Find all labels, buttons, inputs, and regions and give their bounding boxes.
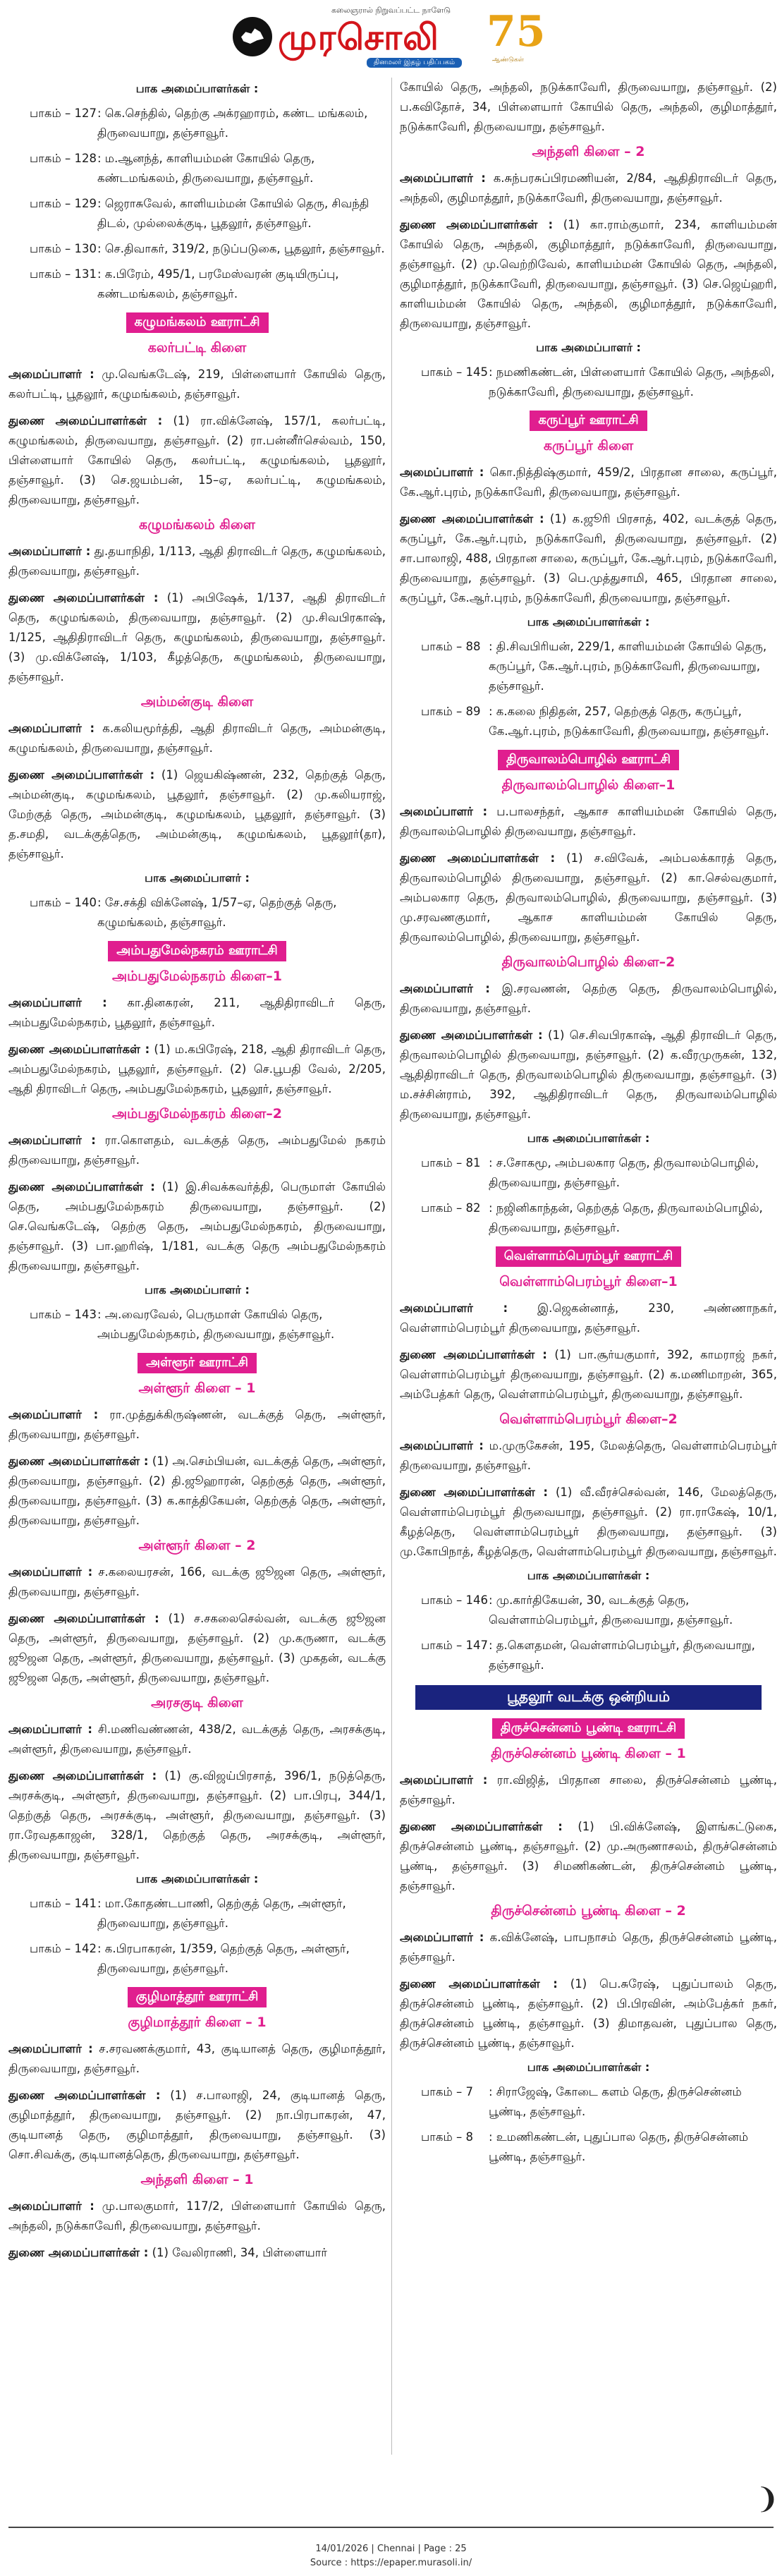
branch-heading: திருவாலம்பொழில் கிளை–1	[501, 777, 676, 793]
booth-entry	[8, 239, 386, 259]
branch-heading: அந்தளி கிளை – 2	[532, 144, 645, 159]
organizer-details: (1) பி.விக்னேஷ், இளங்கட்டுகை, திருச்சென்னம் பூண்டி, தஞ்சாவூர். (2) மு.அருணாசலம், திருச்சென்னம் பூண்டி, தஞ்சாவூர். (3) சிமணிகண்டன், திருச்சென்னம் பூண்டி, தஞ்சாவூர்.	[400, 1820, 777, 1892]
branch-heading: கருப்பூர் கிளை	[543, 438, 634, 454]
footer-source: Source : https://epaper.murasoli.in/	[310, 2558, 472, 2568]
role-label: அமைப்பாளர் :	[8, 722, 95, 735]
role-label: அமைப்பாளர் :	[400, 1931, 484, 1944]
organizer-details: (1) ச.விவேக், அம்பலக்காரத் தெரு, திருவாலம்பொழில் திருவையாறு, தஞ்சாவூர். (2) கா.செல்வகுமார், அம்பலகார தெரு, திருவாலம்பொழில், திருவையாறு, தஞ்சாவூர். (3) மு.சரவணகுமார், ஆகாச காளியம்மன் கோயில் தெரு, திருவாலம்பொழில், திருவையாறு, தஞ்சாவூர்.	[400, 851, 777, 944]
organizer-details: ரா.முத்துக்கிருஷ்ணன், வடக்குத் தெரு, அள்ளூர், திருவையாறு, தஞ்சாவூர்.	[8, 1408, 386, 1441]
booth-number: பாகம் – 82	[421, 1201, 481, 1215]
organizer-paragraph	[400, 802, 777, 842]
role-label: அமைப்பாளர் :	[8, 545, 91, 558]
booth-entry	[400, 1153, 777, 1193]
branch-heading: குழிமாத்தூர் கிளை – 1	[128, 2015, 267, 2030]
organizer-details: ரா.கொளதம், வடக்குத் தெரு, அம்பதுமேல் நகரம் திருவையாறு, தஞ்சாவூர்.	[8, 1134, 386, 1167]
organizer-details: (1) வீ.வீரச்செல்வன், 146, மேலத்தெரு, வெள்ளாம்பெரம்பூர் திருவையாறு, தஞ்சாவூர். (2) ரா.ராகேஷ், 10/1, கீழத்தெரு, வெள்ளாம்பெரம்பூர் திருவையாறு, தஞ்சாவூர். (3) மு.கோபிநாத், கீழத்தெரு, வெள்ளாம்பெரம்பூர் திருவையாறு, தஞ்சாவூர்.	[400, 1486, 777, 1558]
branch-heading: திருச்சென்னம் பூண்டி கிளை – 1	[491, 1746, 686, 1761]
organizer-details: ச.சரவணக்குமார், 43, குடியானத் தெரு, குழிமாத்தூர், திருவையாறு, தஞ்சாவூர்.	[8, 2042, 386, 2075]
organizer-paragraph	[400, 509, 777, 608]
organizer-paragraph	[400, 849, 777, 947]
role-label: துணை அமைப்பாளர்கள் :	[8, 1612, 159, 1625]
organizer-details: (1) கு.விஜய்பிரசாத், 396/1, நடுத்தெரு, அரசக்குடி, அள்ளூர், திருவையாறு, தஞ்சாவூர். (2) பா.பிரபு, 344/1, தெற்குத் தெரு, அரசக்குடி, அள்ளூர், திருவையாறு, தஞ்சாவூர். (3) ரா.ரேவதகாஜன், 328/1, தெற்குத் தெரு, அரசக்குடி, அள்ளூர், திருவையாறு, தஞ்சாவூர்.	[8, 1769, 386, 1861]
organizer-paragraph	[400, 1974, 777, 2053]
organizer-paragraph	[400, 215, 777, 334]
panchayat-banner: குழிமாத்தூர் ஊராட்சி	[128, 1987, 267, 2007]
role-label: அமைப்பாளர் :	[400, 1773, 488, 1787]
column-divider	[391, 78, 392, 2455]
branch-heading: அம்மன்குடி கிளை	[140, 694, 254, 710]
booth-organizer: : மு.கார்திகேயன், 30, வடக்குத் தெரு, வெள்ளாம்பெரம்பூர், திருவையாறு, தஞ்சாவூர்.	[489, 1593, 733, 1627]
masthead-tagline: கலைஞரால் நிறுவப்பட்ட நாளேடு	[331, 6, 451, 15]
organizer-paragraph	[400, 1928, 777, 1967]
branch-heading: திருச்சென்னம் பூண்டி கிளை – 2	[491, 1903, 686, 1919]
organizer-paragraph	[8, 719, 386, 758]
role-label: அமைப்பாளர் :	[8, 1134, 96, 1147]
role-label: துணை அமைப்பாளர்கள் :	[400, 1820, 563, 1833]
organizer-paragraph	[400, 78, 777, 137]
booth-organizer: : க.பிரேம், 495/1, பரமேஸ்வரன் குடியிருப்பு, கண்டமங்கலம், தஞ்சாவூர்.	[97, 267, 339, 300]
section-label: பாக அமைப்பாளர்கள் :	[527, 1569, 650, 1582]
organizer-paragraph	[8, 2086, 386, 2165]
role-label: துணை அமைப்பாளர்கள் :	[400, 218, 554, 231]
organizer-details: (1) இ.சிவக்கவர்த்தி, பெருமாள் கோயில் தெரு, அம்பதுமேல்நகரம் திருவையாறு, தஞ்சாவூர். (2) செ.வெங்கடேஷ், தெற்கு தெரு, அம்பதுமேல்நகரம், திருவையாறு, தஞ்சாவூர். (3) பா.ஹரிஷ், 1/181, வடக்கு தெரு அம்பதுமேல்நகரம் திருவையாறு, தஞ்சாவூர்.	[8, 1180, 386, 1272]
role-label: துணை அமைப்பாளர்கள் :	[400, 512, 544, 525]
panchayat-banner: அள்ளூர் ஊராட்சி	[138, 1353, 257, 1373]
organizer-paragraph	[400, 979, 777, 1019]
organizer-details: (1) பெ.சுரேஷ், புதுப்பாலம் தெரு, திருச்சென்னம் பூண்டி, தஞ்சாவூர். (2) பி.பிரவின், அம்பேத்கர் நகர், திருச்சென்னம் பூண்டி, தஞ்சாவூர். (3) திமாதவன், புதுப்பால தெரு, திருச்சென்னம் பூண்டி, தஞ்சாவூர்.	[400, 1977, 777, 2050]
role-label: துணை அமைப்பாளர்கள் :	[8, 1454, 149, 1468]
booth-organizer: : அ.வைரவேல், பெருமாள் கோயில் தெரு, அம்பதுமேல்நகரம், திருவையாறு, தஞ்சாவூர்.	[97, 1308, 335, 1341]
organizer-details: ப.பாலசந்தர், ஆகாச காளியம்மன் கோயில் தெரு, திருவாலம்பொழில் திருவையாறு, தஞ்சாவூர்.	[400, 805, 777, 838]
organizer-paragraph	[400, 1026, 777, 1124]
organizer-paragraph	[8, 1452, 386, 1531]
booth-number: பாகம் – 131	[30, 267, 97, 281]
booth-number: பாகம் – 143	[30, 1308, 97, 1321]
role-label: அமைப்பாளர் :	[400, 171, 486, 185]
organizer-paragraph	[8, 765, 386, 864]
branch-heading: அம்பதுமேல்நகரம் கிளை–1	[111, 968, 283, 984]
booth-number: பாகம் – 146	[421, 1593, 488, 1607]
branch-heading: திருவாலம்பொழில் கிளை–2	[501, 954, 676, 970]
organizer-details: (1) பா.சூர்யகுமார், 392, காமராஜ் நகர், வெள்ளாம்பெரம்பூர் திருவையாறு, தஞ்சாவூர். (2) க.மணிமாறன், 365, அம்பேத்கர் தெரு, வெள்ளாம்பெரம்பூர், திருவையாறு, தஞ்சாவூர்.	[400, 1348, 777, 1401]
organizer-details: சி.மணிவண்ணன், 438/2, வடக்குத் தெரு, அரசக்குடி, அள்ளூர், திருவையாறு, தஞ்சாவூர்.	[8, 1723, 386, 1756]
masthead	[0, 0, 782, 73]
organizer-details: இ.ஜெகன்னாத், 230, அண்ணாநகர், வெள்ளாம்பெரம்பூர் திருவையாறு, தஞ்சாவூர்.	[400, 1301, 777, 1335]
section-label: பாக அமைப்பாளர் :	[145, 871, 250, 885]
page-footer	[0, 2542, 782, 2570]
role-label: அமைப்பாளர் :	[8, 1723, 92, 1736]
organizer-paragraph	[8, 1562, 386, 1602]
booth-entry	[8, 1894, 386, 1933]
organizer-paragraph	[8, 2197, 386, 2236]
booth-entry	[400, 363, 777, 402]
anniversary-sub: ஆண்டுகள்	[492, 56, 524, 63]
role-label: அமைப்பாளர் :	[8, 1565, 93, 1579]
organizer-details: க.சுந்பரசுப்பிரமணியன், 2/84, ஆதிதிராவிடர் தெரு, அந்தலி, குழிமாத்தூர், நடுக்காவேரி, திருவையாறு, தஞ்சாவூர்.	[400, 171, 777, 205]
organizer-details: ச.கலையரசன், 166, வடக்கு ஜூஜன தெரு, அள்ளூர், திருவையாறு, தஞ்சாவூர்.	[8, 1565, 386, 1598]
organizer-details: (1) செ.சிவபிரகாஷ், ஆதி திராவிடர் தெரு, திருவாலம்பொழில் திருவையாறு, தஞ்சாவூர். (2) க.வீரமுருகன், 132, ஆதிதிராவிடர் தெரு, திருவாலம்பொழில் திருவையாறு, தஞ்சாவூர். (3) ம.சச்சின்ராம், 392, ஆதிதிராவிடர் தெரு, திருவாலம்பொழில் திருவையாறு, தஞ்சாவூர்.	[400, 1028, 777, 1121]
organizer-paragraph	[8, 1766, 386, 1865]
organizer-details: (1) க.ஜூரி பிரசாத், 402, வடக்குத் தெரு, கருப்பூர், கே.ஆர்.புரம், நடுக்காவேரி, திருவையாறு, தஞ்சாவூர். (2) சா.பாலாஜி, 488, பிரதான சாலை, கருப்பூர், கே.ஆர்.புரம், நடுக்காவேரி, திருவையாறு, தஞ்சாவூர். (3) பெ.முத்துசாமி, 465, பிரதான சாலை, கருப்பூர், கே.ஆர்.புரம், நடுக்காவேரி, திருவையாறு, தஞ்சாவூர்.	[400, 512, 777, 604]
branch-heading: அள்ளூர் கிளை – 2	[138, 1538, 256, 1553]
role-label: அமைப்பாளர் :	[8, 2042, 93, 2055]
booth-number: பாகம் – 127	[30, 107, 97, 120]
booth-organizer: : நமணிகண்டன், பிள்ளையார் கோயில் தெரு, அந்தலி, நடுக்காவேரி, திருவையாறு, தஞ்சாவூர்.	[489, 365, 775, 399]
role-label: துணை அமைப்பாளர்கள் :	[400, 851, 556, 865]
organizer-paragraph	[8, 2243, 386, 2263]
role-label: அமைப்பாளர் :	[400, 982, 490, 995]
booth-organizer: : நஜினிகாந்தன், தெற்குத் தெரு, திருவாலம்பொழில், திருவையாறு, தஞ்சாவூர்.	[489, 1201, 763, 1234]
role-label: துணை அமைப்பாளர்கள் :	[8, 2089, 161, 2102]
role-label: அமைப்பாளர் :	[400, 805, 488, 818]
booth-organizer: : சே.சக்தி விக்னேஷ், 1/57–ஏ, தெற்குத் தெரு, கழுமங்கலம், தஞ்சாவூர்.	[97, 896, 337, 929]
booth-number: பாகம் – 89	[421, 705, 481, 718]
booth-entry	[400, 637, 777, 696]
booth-number: பாகம் – 147	[421, 1639, 488, 1652]
organizer-details: (1) ஜெயகிஷ்ணன், 232, தெற்குத் தெரு, அம்மன்குடி, கழுமங்கலம், பூதலூர், தஞ்சாவூர். (2) மு.கலியராஜ், மேற்குத் தெரு, அம்மன்குடி, கழுமங்கலம், பூதலூர், தஞ்சாவூர். (3) த.சமதி, வடக்குத்தெரு, அம்மன்குடி, கழுமங்கலம், பூதலூர்(தா), தஞ்சாவூர்.	[8, 768, 386, 861]
booth-organizer: : சிராஜேஷ், கோடை களம் தெரு, திருச்சென்னம் பூண்டி, தஞ்சாவூர்.	[489, 2085, 742, 2118]
booth-organizer: : மா.கோதண்டபாணி, தெற்குத் தெரு, அள்ளூர், திருவையாறு, தஞ்சாவூர்.	[97, 1897, 346, 1930]
booth-organizer: : க.கலை நிதிதன், 257, தெற்குத் தெரு, கருப்பூர், கே.ஆர்.புரம், நடுக்காவேரி, திருவையாறு, தஞ்சாவூர்.	[489, 705, 769, 738]
booth-entry	[8, 149, 386, 188]
organizer-details: ரா.விஜித், பிரதான சாலை, திருச்சென்னம் பூண்டி, தஞ்சாவூர்.	[400, 1773, 777, 1806]
booth-number: பாகம் – 128	[30, 152, 97, 165]
organizer-details: ம.முருகேசன், 195, மேலத்தெரு, வெள்ளாம்பெரம்பூர் திருவையாறு, தஞ்சாவூர்.	[400, 1439, 778, 1472]
organizer-details: (1) ரா.விக்னேஷ், 157/1, கலர்பட்டி, கழுமங்கலம், திருவையாறு, தஞ்சாவூர். (2) ரா.பன்னீர்செல்வம், 150, பிள்ளையார் கோயில் தெரு, கலர்பட்டி, கழுமங்கலம், பூதலூர், தஞ்சாவூர். (3) செ.ஜயம்பன், 15–ஏ, கலர்பட்டி, கழுமங்கலம், திருவையாறு, தஞ்சாவூர்.	[8, 414, 386, 506]
booth-entry	[400, 2127, 777, 2167]
organizer-paragraph	[400, 169, 777, 208]
organizer-paragraph	[400, 1345, 777, 1404]
role-label: துணை அமைப்பாளர்கள் :	[400, 1977, 558, 1991]
booth-organizer: : ச.சோகமூ, அம்பலகார தெரு, திருவாலம்பொழில், திருவையாறு, தஞ்சாவூர்.	[489, 1156, 759, 1189]
organizer-paragraph	[400, 463, 777, 502]
section-label: பாக அமைப்பாளர்கள் :	[527, 1131, 650, 1145]
organizer-details: கோயில் தெரு, அந்தலி, நடுக்காவேரி, திருவையாறு, தஞ்சாவூர். (2) ப.கவிதோச், 34, பிள்ளையார் கோயில் தெரு, அந்தலி, குழிமாத்தூர், நடுக்காவேரி, திருவையாறு, தஞ்சாவூர்.	[400, 80, 777, 133]
booth-organizer: : ஜெராசுவேல், காளியம்மன் கோயில் தெரு, சிவந்தி திடல், முல்லைக்குடி, பூதலூர், தஞ்சாவூர்.	[97, 197, 369, 230]
booth-entry	[400, 2082, 777, 2122]
booth-number: பாகம் – 129	[30, 197, 97, 210]
role-label: துணை அமைப்பாளர்கள் :	[8, 414, 163, 427]
organizer-details: (1) வேலிராணி, 34, பிள்ளையார்	[148, 2246, 328, 2259]
branch-heading: அந்தளி கிளை – 1	[140, 2172, 254, 2187]
footer-rule	[8, 2527, 774, 2528]
role-label: துணை அமைப்பாளர்கள் :	[400, 1348, 547, 1361]
branch-heading: கழுமங்கலம் கிளை	[139, 517, 255, 533]
role-label: துணை அமைப்பாளர்கள் :	[400, 1486, 548, 1499]
masthead-logo	[233, 7, 571, 71]
organizer-details: க.விக்னேஷ், பாபநாசம் தெரு, திருச்சென்னம் பூண்டி, தஞ்சாவூர்.	[400, 1931, 777, 1964]
role-label: அமைப்பாளர் :	[8, 996, 107, 1009]
panchayat-banner: திருவாலம்பொழில் ஊராட்சி	[498, 750, 679, 770]
organizer-details: (1) ச.பாலாஜி, 24, குடியானத் தெரு, குழிமாத்தூர், திருவையாறு, தஞ்சாவூர். (2) நா.பிரபாகரன், 47, குடியானத் தெரு, குழிமாத்தூர், திருவையாறு, தஞ்சாவூர். (3) சொ.சிவக்கு, குடியானத்தெரு, திருவையாறு, தஞ்சாவூர்.	[8, 2089, 386, 2161]
panchayat-banner: கருப்பூர் ஊராட்சி	[530, 411, 647, 431]
organizer-paragraph	[400, 1483, 777, 1562]
footer-date-edition: 14/01/2026 | Chennai | Page : 25	[315, 2544, 467, 2554]
organizer-paragraph	[400, 1770, 777, 1810]
section-label: பாக அமைப்பாளர்கள் :	[527, 615, 650, 628]
organizer-paragraph	[8, 1720, 386, 1759]
organizer-paragraph	[8, 1405, 386, 1445]
booth-organizer: : கெ.செந்தில், தெற்கு அக்ரஹாரம், கண்ட மங்கலம், திருவையாறு, தஞ்சாவூர்.	[97, 107, 368, 140]
right-column	[400, 78, 777, 2173]
organizer-paragraph	[8, 1040, 386, 1099]
role-label: துணை அமைப்பாளர்கள் :	[8, 1043, 150, 1056]
anniversary-logo: 75	[487, 7, 546, 56]
role-label: அமைப்பாளர் :	[8, 1408, 99, 1421]
booth-number: பாகம் – 145	[421, 365, 488, 379]
branch-heading: வெள்ளாம்பெரம்பூர் கிளை–1	[499, 1274, 678, 1289]
role-label: துணை அமைப்பாளர்கள் :	[8, 2246, 149, 2259]
booth-entry	[8, 104, 386, 143]
organizer-paragraph	[400, 1299, 777, 1338]
booth-number: பாகம் – 88	[421, 640, 481, 653]
booth-entry	[8, 265, 386, 304]
left-column	[8, 78, 386, 2270]
organizer-paragraph	[400, 1817, 777, 1896]
branch-heading: கலர்பட்டி கிளை	[147, 340, 247, 356]
branch-heading: அரசகுடி கிளை	[151, 1695, 243, 1711]
booth-organizer: : தி.சிவபிரியன், 229/1, காளியம்மன் கோயில் தெரு, கருப்பூர், கே.ஆர்.புரம், நடுக்காவேரி, திருவையாறு, தஞ்சாவூர்.	[489, 640, 767, 693]
booth-organizer: : த.கௌதமன், வெள்ளாம்பெரம்பூர், திருவையாறு, தஞ்சாவூர்.	[489, 1639, 755, 1672]
role-label: அமைப்பாளர் :	[400, 1439, 484, 1452]
booth-number: பாகம் – 8	[421, 2130, 473, 2144]
rising-sun-emblem-icon	[233, 17, 272, 56]
organizer-paragraph	[8, 1177, 386, 1276]
organizer-details: (1) ம.கபிரேஷ், 218, ஆதி திராவிடர் தெரு, அம்பதுமேல்நகரம், பூதலூர், தஞ்சாவூர். (2) செ.பூபதி வேல், 2/205, ஆதி திராவிடர் தெரு, அம்பதுமேல்நகரம், பூதலூர், தஞ்சாவூர்.	[8, 1043, 386, 1095]
organizer-details: இ.சரவணன், தெற்கு தெரு, திருவாலம்பொழில், திருவையாறு, தஞ்சாவூர்.	[400, 982, 777, 1015]
panchayat-banner: திருச்சென்னம் பூண்டி ஊராட்சி	[492, 1718, 685, 1739]
role-label: துணை அமைப்பாளர்கள் :	[8, 768, 155, 782]
panchayat-banner: அம்பதுமேல்நகரம் ஊராட்சி	[108, 941, 286, 961]
organizer-paragraph	[8, 993, 386, 1033]
branch-heading: வெள்ளாம்பெரம்பூர் கிளை–2	[499, 1411, 678, 1427]
organizer-details: (1) ச.சகலைசெல்வன், வடக்கு ஜூஜன தெரு, அள்ளூர், திருவையாறு, தஞ்சாவூர். (2) மு.கருணா, வடக்கு ஜூஜன தெரு, அள்ளூர், திருவையாறு, தஞ்சாவூர். (3) முகதன், வடக்கு ஜூஜன தெரு, அள்ளூர், திருவையாறு, தஞ்சாவூர்.	[8, 1612, 386, 1684]
organizer-details: கா.தினகரன், 211, ஆதிதிராவிடர் தெரு, அம்பதுமேல்நகரம், பூதலூர், தஞ்சாவூர்.	[8, 996, 386, 1029]
booth-entry	[400, 1198, 777, 1238]
organizer-details: மு.வெங்கடேஷ், 219, பிள்ளையார் கோயில் தெரு, கலர்பட்டி, பூதலூர், கழுமங்கலம், தஞ்சாவூர்.	[8, 367, 386, 401]
booth-number: பாகம் – 7	[421, 2085, 473, 2098]
booth-entry	[400, 702, 777, 741]
section-label: பாக அமைப்பாளர்கள் :	[135, 1872, 259, 1885]
organizer-paragraph	[400, 1436, 777, 1476]
role-label: அமைப்பாளர் :	[400, 466, 484, 479]
booth-organizer: : உமணிகண்டன், புதுப்பால தெரு, திருச்சென்னம் பூண்டி, தஞ்சாவூர்.	[489, 2130, 749, 2163]
booth-organizer: : ம.ஆனந்த், காளியம்மன் கோயில் தெரு, கண்டமங்கலம், திருவையாறு, தஞ்சாவூர்.	[97, 152, 315, 185]
organizer-paragraph	[8, 2039, 386, 2079]
organizer-details: மு.பாலகுமார், 117/2, பிள்ளையார் கோயில் தெரு, அந்தலி, நடுக்காவேரி, திருவையாறு, தஞ்சாவூர்.	[8, 2199, 386, 2232]
role-label: துணை அமைப்பாளர்கள் :	[400, 1028, 543, 1042]
organizer-details: கொ.நித்திஷ்குமார், 459/2, பிரதான சாலை, கருப்பூர், கே.ஆர்.புரம், நடுக்காவேரி, திருவையாறு, தஞ்சாவூர்.	[400, 466, 777, 499]
booth-number: பாகம் – 81	[421, 1156, 481, 1169]
organizer-details: (1) கா.ராம்குமார், 234, காளியம்மன் கோயில் தெரு, அந்தலி, குழிமாத்தூர், நடுக்காவேரி, திருவையாறு, தஞ்சாவூர். (2) மு.வெற்றிவேல், காளியம்மன் கோயில் தெரு, அந்தலி, குழிமாத்தூர், நடுக்காவேரி, திருவையாறு, தஞ்சாவூர். (3) செ.ஜெய்ஹரி, காளியம்மன் கோயில் தெரு, அந்தலி, குழிமாத்தூர், நடுக்காவேரி, திருவையாறு, தஞ்சாவூர்.	[400, 218, 777, 330]
masthead-subtitle: தினமலர் இதழ் பதிப்பகம்	[367, 58, 462, 68]
panchayat-banner: கழுமங்கலம் ஊராட்சி	[126, 312, 269, 333]
booth-number: பாகம் – 142	[30, 1942, 97, 1955]
organizer-paragraph	[8, 588, 386, 687]
organizer-paragraph	[8, 411, 386, 510]
role-label: அமைப்பாளர் :	[8, 367, 94, 381]
booth-entry	[8, 893, 386, 932]
organizer-paragraph	[8, 1609, 386, 1688]
organizer-details: (1) அபிஷேக், 1/137, ஆதி திராவிடர் தெரு, கழுமங்கலம், திருவையாறு, தஞ்சாவூர். (2) மு.சிவபிரகாஷ், 1/125, ஆதிதிராவிடர் தெரு, கழுமங்கலம், திருவையாறு, தஞ்சாவூர். (3) மு.விக்னேஷ், 1/103, கீழத்தெரு, கழுமங்கலம், திருவையாறு, தஞ்சாவூர்.	[8, 591, 386, 684]
role-label: துணை அமைப்பாளர்கள் :	[8, 1180, 155, 1193]
panchayat-banner: வெள்ளாம்பெரம்பூர் ஊராட்சி	[496, 1246, 681, 1267]
organizer-paragraph	[8, 542, 386, 581]
booth-entry	[400, 1591, 777, 1630]
organizer-details: (1) அ.செம்பியன், வடக்குத் தெரு, அள்ளூர், திருவையாறு, தஞ்சாவூர். (2) தி.ஜூஹாரன், தெற்குத் தெரு, அள்ளூர், திருவையாறு, தஞ்சாவூர். (3) க.காத்திகேயன், தெற்குத் தெரு, அள்ளூர், திருவையாறு, தஞ்சாவூர்.	[8, 1454, 386, 1527]
booth-entry	[400, 1636, 777, 1675]
organizer-paragraph	[8, 365, 386, 404]
union-banner: பூதலூர் வடக்கு ஒன்றியம்	[415, 1685, 762, 1710]
booth-organizer: : செ.திவாகர், 319/2, நடுப்படுகை, பூதலூர், தஞ்சாவூர்.	[97, 242, 385, 255]
organizer-details: து.தயாநிதி, 1/113, ஆதி திராவிடர் தெரு, கழுமங்கலம், திருவையாறு, தஞ்சாவூர்.	[8, 545, 386, 578]
newspaper-title: முரசொலி	[278, 17, 439, 58]
role-label: அமைப்பாளர் :	[400, 1301, 508, 1315]
section-label: பாக அமைப்பாளர் :	[536, 341, 641, 354]
booth-entry	[8, 194, 386, 233]
branch-heading: அள்ளூர் கிளை – 1	[138, 1380, 256, 1396]
branch-heading: அம்பதுமேல்நகரம் கிளை–2	[111, 1106, 283, 1122]
organizer-paragraph	[8, 1131, 386, 1170]
organizer-details: க.கலியமூர்த்தி, ஆதி திராவிடர் தெரு, அம்மன்குடி, கழுமங்கலம், திருவையாறு, தஞ்சாவூர்.	[8, 722, 386, 755]
section-label: பாக அமைப்பாளர் :	[145, 1283, 250, 1296]
role-label: துணை அமைப்பாளர்கள் :	[8, 1769, 157, 1782]
page-continuation-mark: ❩	[755, 2483, 779, 2515]
section-label: பாக அமைப்பாளர்கள் :	[527, 2060, 650, 2074]
booth-entry	[8, 1305, 386, 1344]
booth-organizer: : க.பிரபாகரன், 1/359, தெற்குத் தெரு, அள்ளூர், திருவையாறு, தஞ்சாவூர்.	[97, 1942, 350, 1975]
booth-number: பாகம் – 130	[30, 242, 97, 255]
booth-number: பாகம் – 141	[30, 1897, 97, 1910]
booth-number: பாகம் – 140	[30, 896, 97, 909]
section-label: பாக அமைப்பாளர்கள் :	[135, 82, 259, 95]
booth-entry	[8, 1939, 386, 1979]
role-label: துணை அமைப்பாளர்கள் :	[8, 591, 159, 604]
role-label: அமைப்பாளர் :	[8, 2199, 94, 2213]
